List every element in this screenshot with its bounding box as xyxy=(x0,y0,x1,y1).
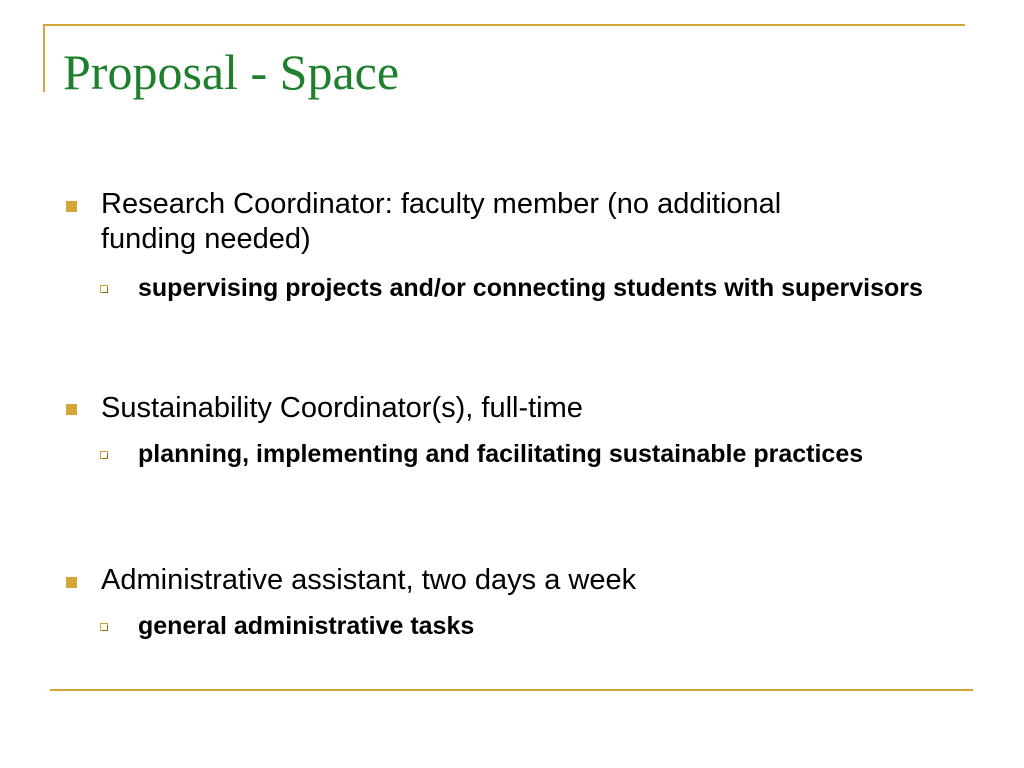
hollow-square-bullet-icon xyxy=(100,623,108,631)
slide-title: Proposal - Space xyxy=(63,44,400,100)
bullet-text: Sustainability Coordinator(s), full-time xyxy=(101,392,583,424)
bottom-divider-line xyxy=(50,689,973,691)
left-frame-line xyxy=(43,24,45,92)
bullet-text: Administrative assistant, two days a week xyxy=(101,564,637,596)
hollow-square-bullet-icon xyxy=(100,451,108,459)
sub-bullet-text: general administrative tasks xyxy=(138,612,475,640)
hollow-square-bullet-icon xyxy=(100,285,108,293)
sub-bullet-text: supervising projects and/or connecting students with supervisors xyxy=(138,274,923,302)
top-frame-line xyxy=(43,24,965,26)
square-bullet-icon xyxy=(66,404,77,415)
sub-bullet-text: planning, implementing and facilitating sustainable practices xyxy=(138,440,864,468)
bullet-text: Research Coordinator: faculty member (no additional funding needed) xyxy=(101,188,782,255)
square-bullet-icon xyxy=(66,577,77,588)
square-bullet-icon xyxy=(66,201,77,212)
